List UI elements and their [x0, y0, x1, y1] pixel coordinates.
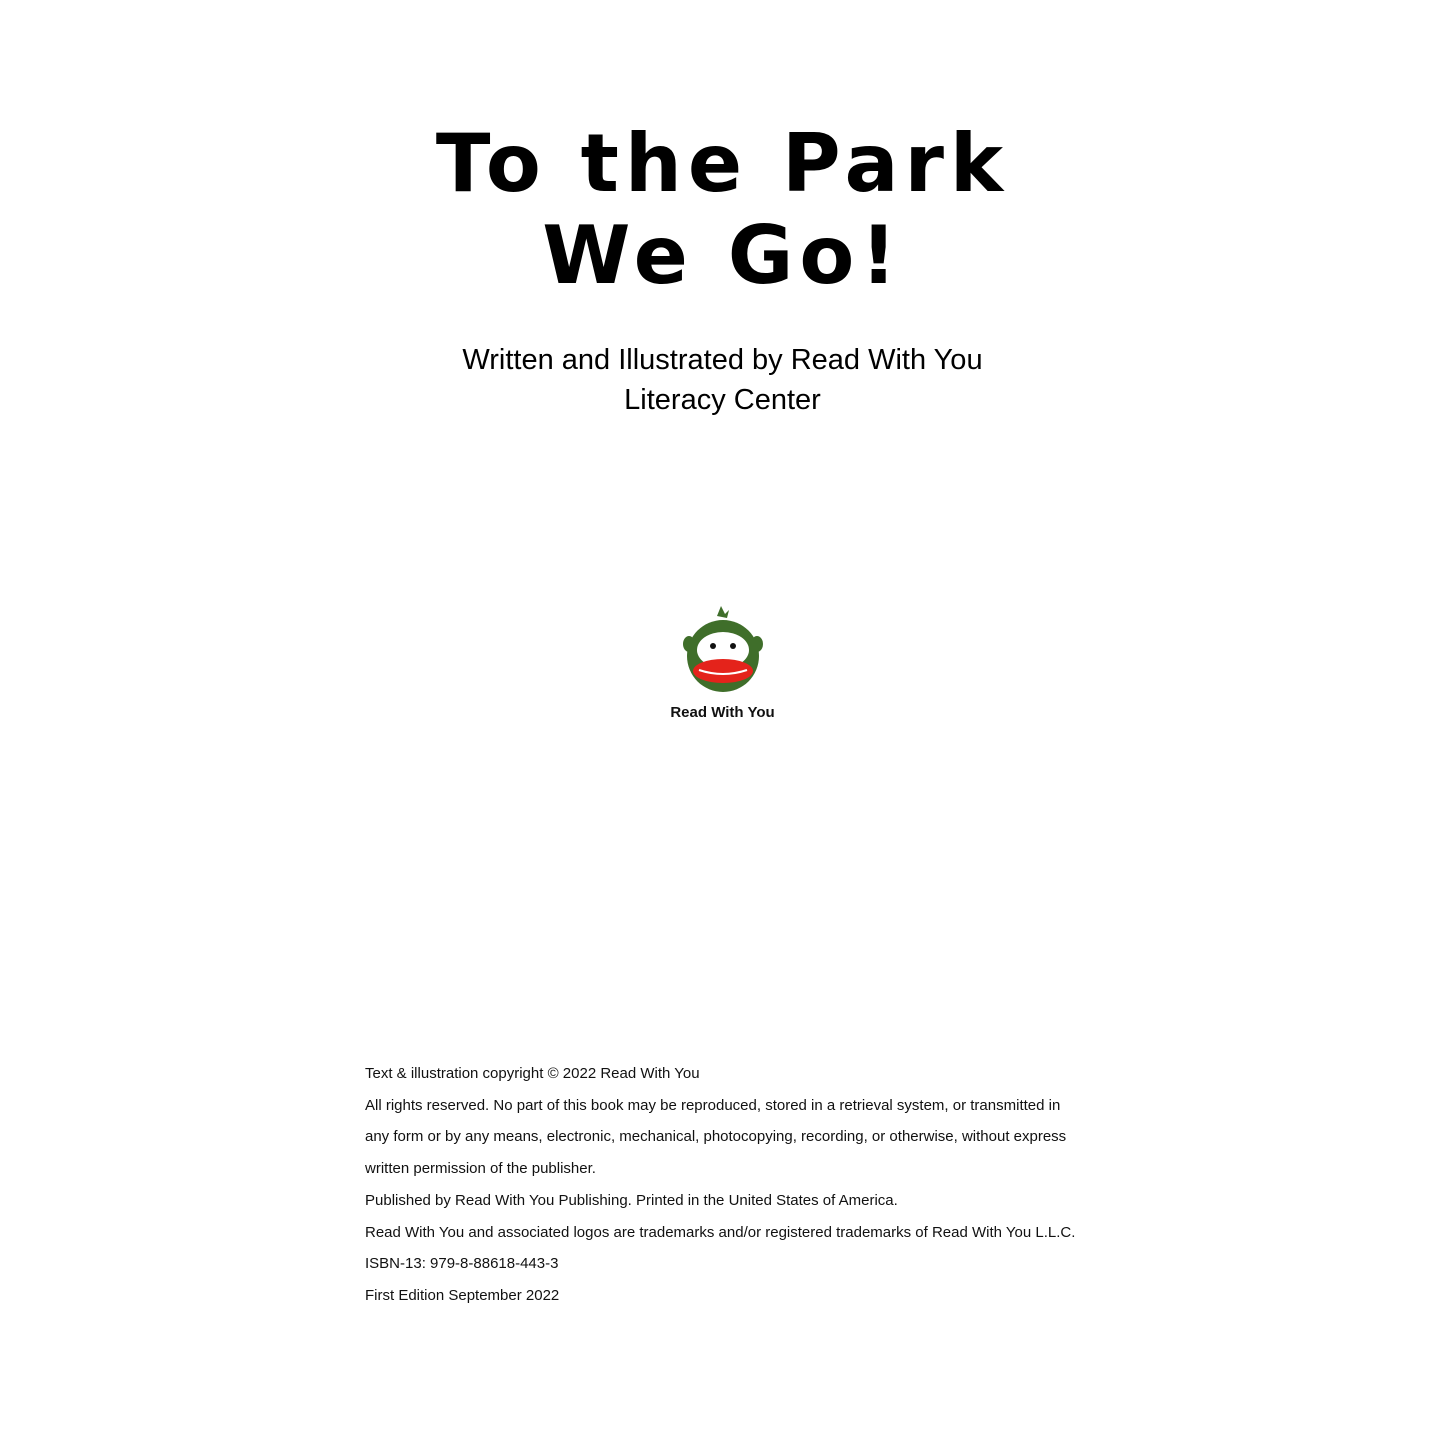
copyright-line: ISBN-13: 979-8-88618-443-3 — [365, 1255, 559, 1273]
publisher-logo — [640, 604, 805, 721]
copyright-line: written permission of the publisher. — [365, 1160, 596, 1178]
byline-line-1: Written and Illustrated by Read With You — [462, 344, 983, 376]
copyright-line: All rights reserved. No part of this book may be reproduced, stored in a retrieval system, or transmitted in — [365, 1096, 1061, 1114]
copyright-block — [365, 1058, 1125, 1312]
copyright-line: Read With You and associated logos are trademarks and/or registered trademarks of Read With You L.L.C. — [365, 1223, 1076, 1241]
title-line-2: We Go! — [542, 209, 903, 302]
sock-monkey-icon — [681, 604, 765, 696]
copyright-line: Published by Read With You Publishing. Printed in the United States of America. — [365, 1191, 898, 1209]
byline-line-2: Literacy Center — [624, 384, 821, 416]
author-byline — [0, 340, 1445, 420]
logo-text: Read With You — [670, 704, 775, 721]
copyright-line: Text & illustration copyright © 2022 Read With You — [365, 1065, 700, 1082]
copyright-line: First Edition September 2022 — [365, 1286, 560, 1304]
book-title — [0, 118, 1445, 302]
title-line-1: To the Park — [435, 117, 1010, 210]
copyright-line: any form or by any means, electronic, mechanical, photocopying, recording, or otherwise, without express — [365, 1128, 1067, 1146]
